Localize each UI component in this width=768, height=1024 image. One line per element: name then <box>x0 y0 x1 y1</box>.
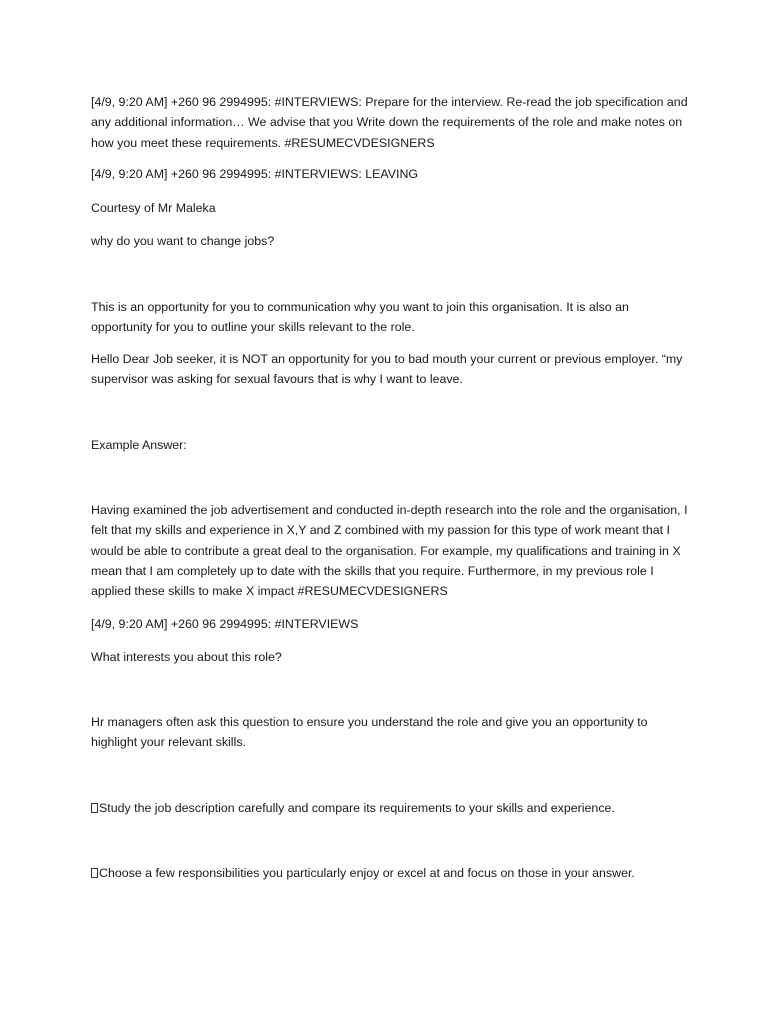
paragraph-prepare-interview: [4/9, 9:20 AM] +260 96 2994995: #INTERVIEWS: Prepare for the interview. Re-read the job specification and any additional information… We advise that you Write down the requirements of the role and make notes on how you meet these requirements. #RESUMECVDESIGNERS <box>91 95 688 150</box>
paragraph-dear-job-seeker: Hello Dear Job seeker, it is NOT an opportunity for you to bad mouth your current or previous employer. “my supervisor was asking for sexual favours that is why I want to leave. <box>91 352 683 387</box>
paragraph-example-answer-label: Example Answer: <box>91 438 187 452</box>
paragraph-courtesy: Courtesy of Mr Maleka <box>91 201 216 215</box>
paragraph-opportunity: This is an opportunity for you to communication why you want to join this organisation. It is also an opportunity for you to outline your skills relevant to the role. <box>91 300 629 335</box>
paragraph-leaving-header: [4/9, 9:20 AM] +260 96 2994995: #INTERVIEWS: LEAVING <box>91 167 419 181</box>
bullet-choose-text: Choose a few responsibilities you particularly enjoy or excel at and focus on those in your answer. <box>99 866 635 880</box>
paragraph-hr-managers: Hr managers often ask this question to ensure you understand the role and give you an opportunity to highlight your relevant skills. <box>91 715 648 750</box>
missing-glyph-icon <box>91 868 98 878</box>
bullet-study-text: Study the job description carefully and compare its requirements to your skills and experience. <box>99 801 615 815</box>
paragraph-bullet-choose <box>91 863 691 883</box>
paragraph-example-answer: Having examined the job advertisement and conducted in-depth research into the role and the organisation, I felt that my skills and experience in X,Y and Z combined with my passion for this type of work meant that I would be able to contribute a great deal to the organisation. For example, my qualifications and training in X mean that I am completely up to date with the skills that you require. Furthermore, in my previous role I applied these skills to make X impact #RESUMECVDESIGNERS <box>91 503 688 599</box>
paragraph-question-change-jobs: why do you want to change jobs? <box>91 234 275 248</box>
missing-glyph-icon <box>91 803 98 813</box>
paragraph-bullet-study <box>91 798 691 818</box>
paragraph-interviews-header: [4/9, 9:20 AM] +260 96 2994995: #INTERVIEWS <box>91 617 359 631</box>
paragraph-question-interests: What interests you about this role? <box>91 650 282 664</box>
